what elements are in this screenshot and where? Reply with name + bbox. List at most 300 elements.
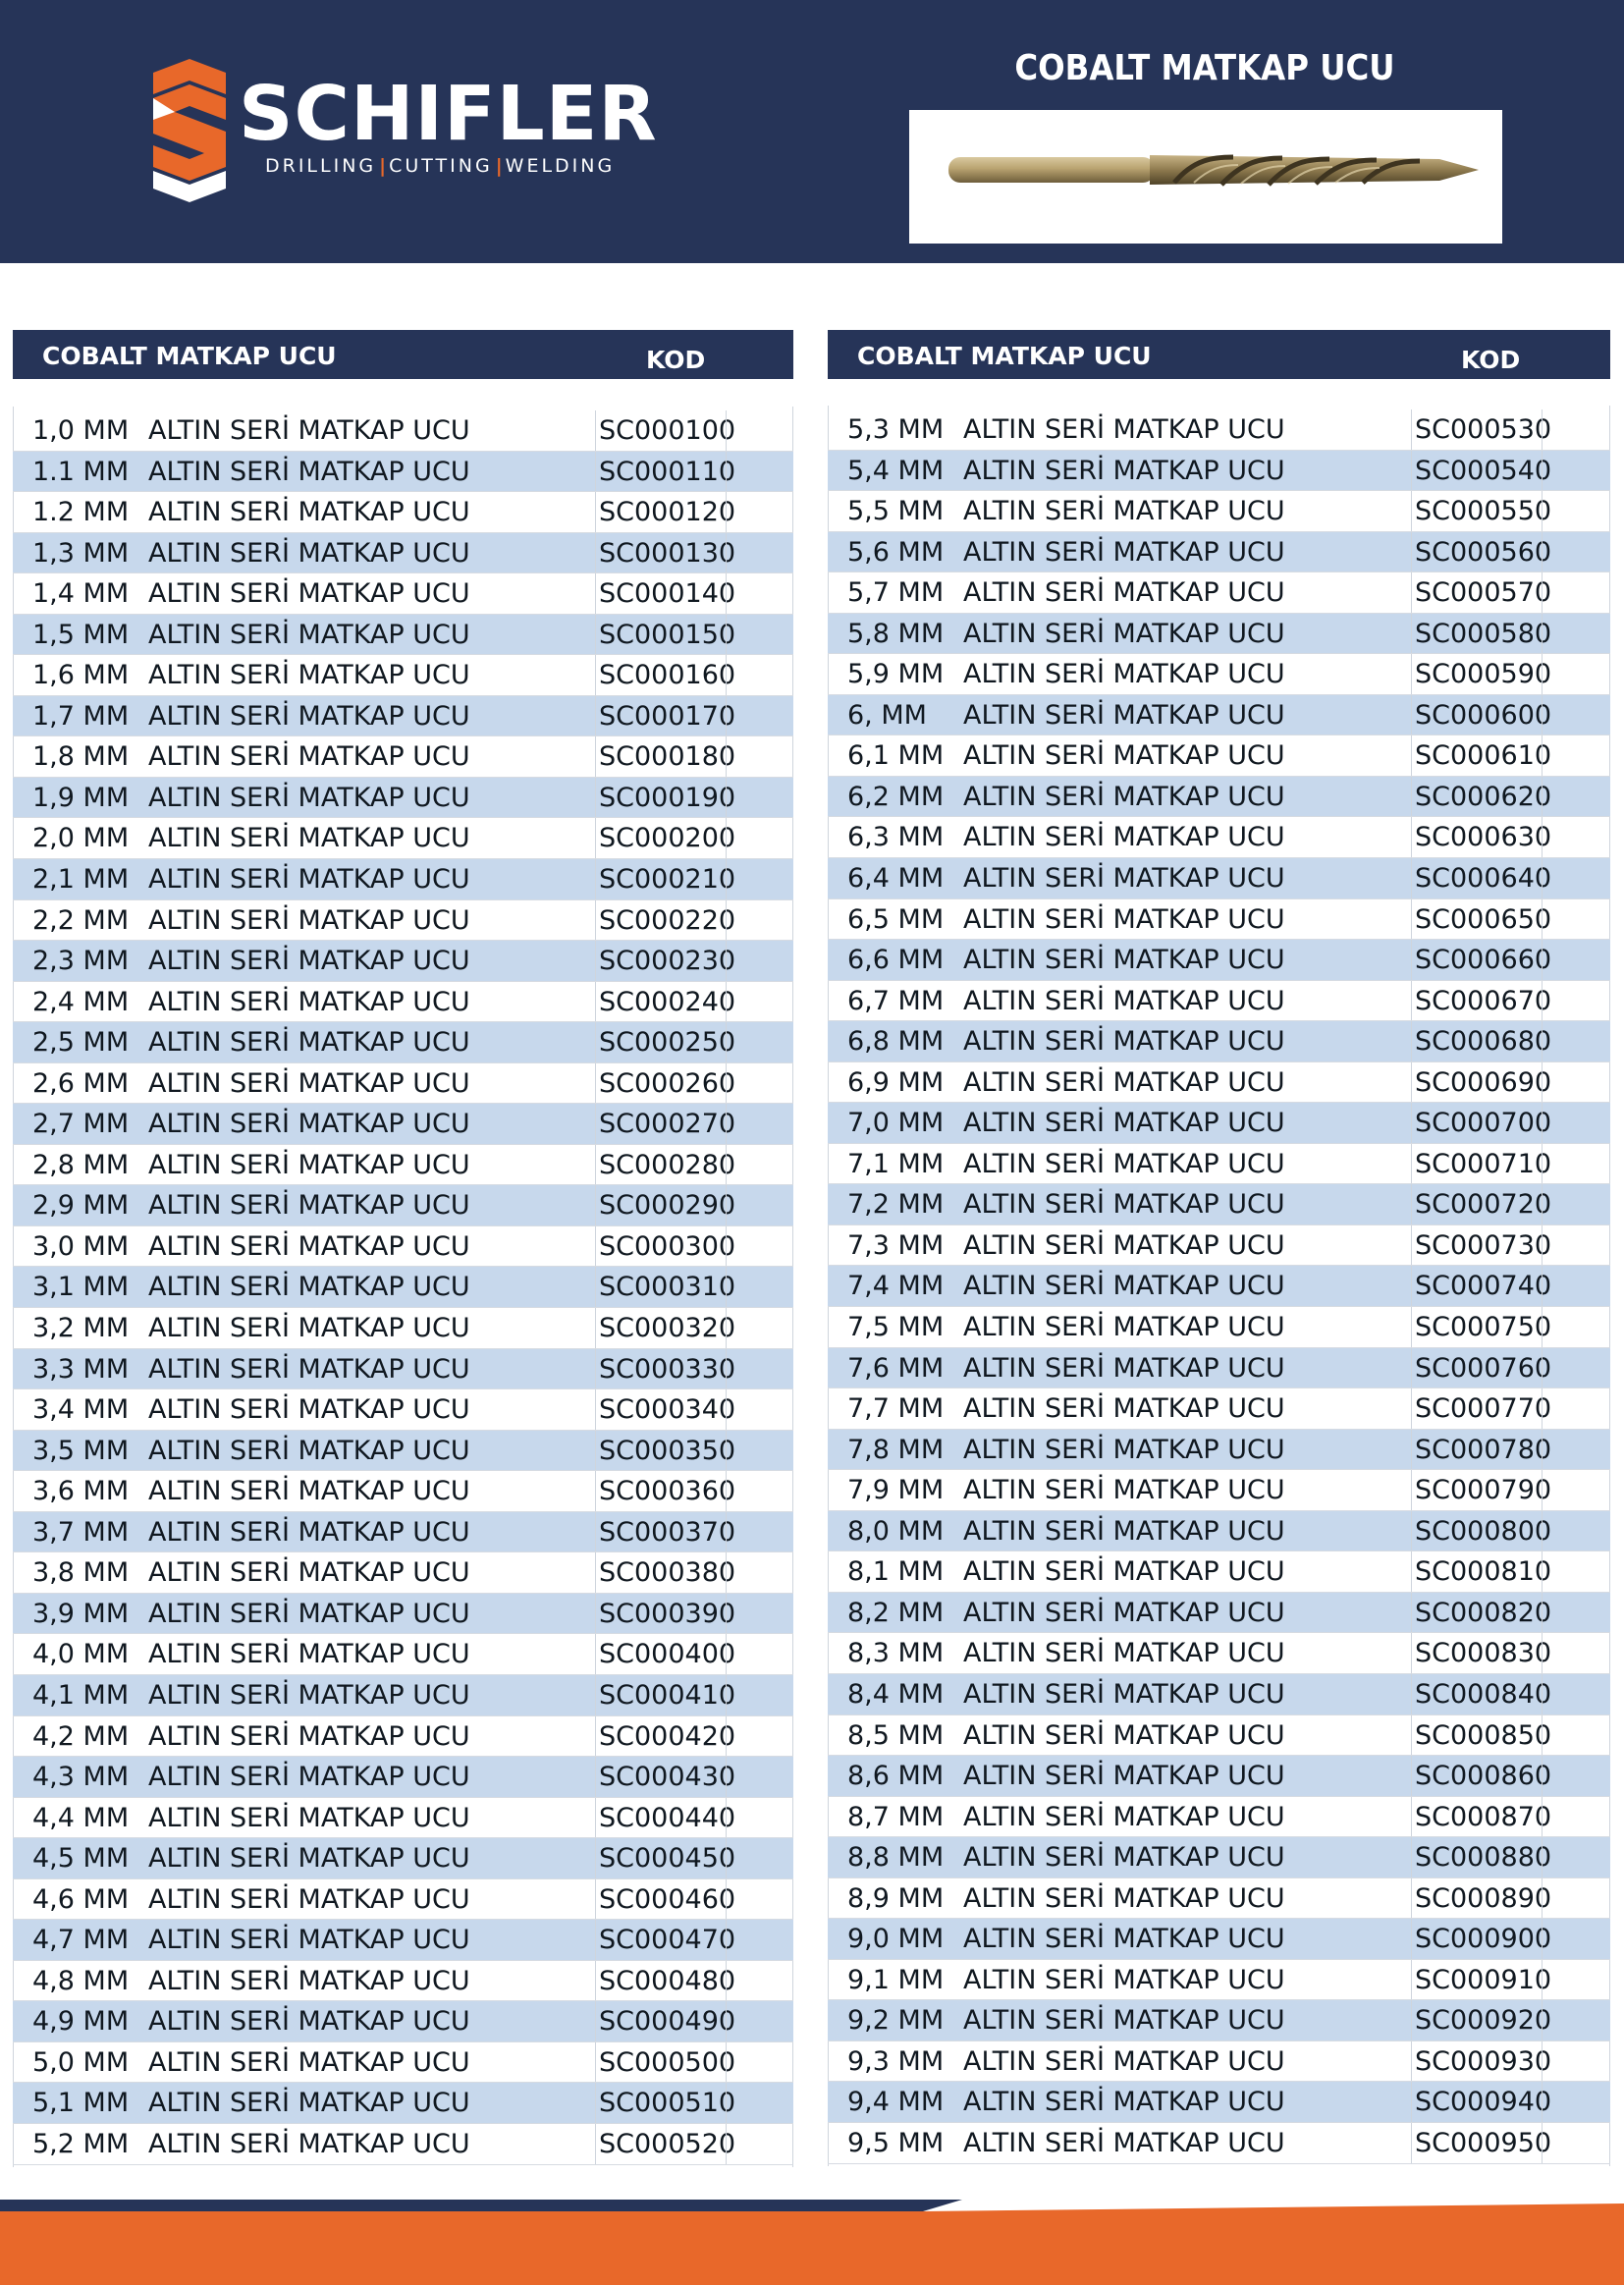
table-row bbox=[13, 1961, 793, 2002]
table-row bbox=[828, 1715, 1610, 1757]
product-code-cell: SC000750 bbox=[1415, 1312, 1552, 1343]
product-name-cell: ALTIN SERİ MATKAP UCU bbox=[148, 578, 470, 610]
column-divider bbox=[1542, 491, 1543, 531]
product-code-cell: SC000570 bbox=[1415, 577, 1552, 609]
table-row bbox=[828, 1878, 1610, 1920]
column-divider bbox=[1411, 654, 1412, 694]
column-divider bbox=[1542, 1878, 1543, 1919]
product-name-cell: ALTIN SERİ MATKAP UCU bbox=[963, 1964, 1285, 1995]
column-divider bbox=[595, 1961, 596, 2001]
product-code-cell: SC000450 bbox=[599, 1843, 736, 1875]
size-cell: 3,4 MM bbox=[32, 1394, 130, 1426]
product-name-cell: ALTIN SERİ MATKAP UCU bbox=[148, 1394, 470, 1426]
column-divider bbox=[1542, 1062, 1543, 1103]
column-divider bbox=[1411, 1266, 1412, 1306]
product-code-cell: SC000720 bbox=[1415, 1189, 1552, 1221]
table-row bbox=[828, 1225, 1610, 1267]
product-code-cell: SC000790 bbox=[1415, 1475, 1552, 1506]
size-cell: 5,6 MM bbox=[847, 536, 945, 568]
column-divider bbox=[1542, 2000, 1543, 2040]
size-cell: 7,7 MM bbox=[847, 1393, 945, 1425]
product-name-cell: ALTIN SERİ MATKAP UCU bbox=[148, 1190, 470, 1222]
column-divider bbox=[595, 1226, 596, 1267]
table-row bbox=[828, 858, 1610, 899]
column-divider bbox=[595, 900, 596, 941]
product-code-cell: SC000310 bbox=[599, 1272, 736, 1303]
table-row bbox=[828, 654, 1610, 695]
column-divider bbox=[595, 1471, 596, 1511]
size-cell: 5,0 MM bbox=[32, 2046, 130, 2078]
product-name-cell: ALTIN SERİ MATKAP UCU bbox=[148, 456, 470, 487]
product-name-cell: ALTIN SERİ MATKAP UCU bbox=[963, 1842, 1285, 1874]
product-code-cell: SC000480 bbox=[599, 1965, 736, 1996]
table-row bbox=[828, 2041, 1610, 2083]
size-cell: 7,9 MM bbox=[847, 1475, 945, 1506]
column-divider bbox=[726, 452, 727, 492]
size-cell: 5,5 MM bbox=[847, 496, 945, 527]
product-code-cell: SC000260 bbox=[599, 1067, 736, 1099]
product-code-cell: SC000400 bbox=[599, 1639, 736, 1670]
size-cell: 3,0 MM bbox=[32, 1230, 130, 1262]
column-divider bbox=[1542, 1837, 1543, 1877]
table-row bbox=[828, 735, 1610, 777]
table-row bbox=[828, 817, 1610, 858]
size-cell: 3,8 MM bbox=[32, 1557, 130, 1589]
product-name-cell: ALTIN SERİ MATKAP UCU bbox=[963, 1026, 1285, 1058]
column-divider bbox=[726, 1389, 727, 1430]
column-divider bbox=[1542, 1021, 1543, 1061]
product-code-cell: SC000220 bbox=[599, 904, 736, 936]
product-name-cell: ALTIN SERİ MATKAP UCU bbox=[963, 1475, 1285, 1506]
product-code-cell: SC000510 bbox=[599, 2088, 736, 2119]
product-name-cell: ALTIN SERİ MATKAP UCU bbox=[148, 415, 470, 446]
column-divider bbox=[726, 615, 727, 655]
column-divider bbox=[1411, 1878, 1412, 1919]
product-name-cell: ALTIN SERİ MATKAP UCU bbox=[148, 823, 470, 854]
table-row bbox=[13, 1063, 793, 1105]
size-cell: 6,3 MM bbox=[847, 822, 945, 853]
product-code-cell: SC000130 bbox=[599, 537, 736, 569]
size-cell: 9,0 MM bbox=[847, 1924, 945, 1955]
column-divider bbox=[1542, 1551, 1543, 1592]
size-cell: 8,6 MM bbox=[847, 1761, 945, 1792]
product-name-cell: ALTIN SERİ MATKAP UCU bbox=[148, 660, 470, 691]
product-name-cell: ALTIN SERİ MATKAP UCU bbox=[148, 986, 470, 1017]
table-row bbox=[13, 1226, 793, 1268]
product-name-cell: ALTIN SERİ MATKAP UCU bbox=[963, 455, 1285, 486]
size-cell: 4,3 MM bbox=[32, 1762, 130, 1793]
column-divider bbox=[595, 1798, 596, 1838]
column-divider bbox=[595, 1308, 596, 1348]
product-code-cell: SC000100 bbox=[599, 415, 736, 446]
product-code-cell: SC000420 bbox=[599, 1720, 736, 1752]
table-row bbox=[13, 1716, 793, 1758]
column-divider bbox=[726, 1634, 727, 1674]
brand-tagline bbox=[265, 157, 615, 176]
column-divider bbox=[1542, 654, 1543, 694]
size-cell: 8,8 MM bbox=[847, 1842, 945, 1874]
table-row bbox=[828, 981, 1610, 1022]
size-cell: 8,3 MM bbox=[847, 1638, 945, 1669]
product-name-cell: ALTIN SERİ MATKAP UCU bbox=[963, 1352, 1285, 1384]
table-title: COBALT MATKAP UCU bbox=[857, 342, 1152, 370]
product-title: COBALT MATKAP UCU bbox=[1014, 48, 1395, 88]
column-divider bbox=[726, 696, 727, 736]
column-divider bbox=[726, 2083, 727, 2123]
size-cell: 1,5 MM bbox=[32, 619, 130, 650]
product-name-cell: ALTIN SERİ MATKAP UCU bbox=[148, 904, 470, 936]
product-name-cell: ALTIN SERİ MATKAP UCU bbox=[148, 1598, 470, 1629]
product-code-cell: SC000880 bbox=[1415, 1842, 1552, 1874]
column-divider bbox=[1411, 1348, 1412, 1388]
product-name-cell: ALTIN SERİ MATKAP UCU bbox=[148, 1272, 470, 1303]
column-divider bbox=[1542, 1756, 1543, 1796]
product-name-cell: ALTIN SERİ MATKAP UCU bbox=[148, 1639, 470, 1670]
code-column-header: KOD bbox=[646, 346, 706, 374]
product-code-cell: SC000560 bbox=[1415, 536, 1552, 568]
product-name-cell: ALTIN SERİ MATKAP UCU bbox=[963, 1556, 1285, 1588]
column-divider bbox=[1411, 1144, 1412, 1184]
table-row bbox=[13, 696, 793, 737]
size-cell: 5,2 MM bbox=[32, 2128, 130, 2159]
size-cell: 7,8 MM bbox=[847, 1434, 945, 1465]
table-row bbox=[13, 982, 793, 1023]
product-code-cell: SC000270 bbox=[599, 1109, 736, 1140]
product-code-cell: SC000600 bbox=[1415, 699, 1552, 731]
column-divider bbox=[1411, 1797, 1412, 1837]
column-divider bbox=[1542, 899, 1543, 940]
product-name-cell: ALTIN SERİ MATKAP UCU bbox=[963, 1066, 1285, 1098]
product-name-cell: ALTIN SERİ MATKAP UCU bbox=[963, 536, 1285, 568]
product-code-cell: SC000660 bbox=[1415, 945, 1552, 976]
column-divider bbox=[726, 1716, 727, 1757]
column-divider bbox=[1411, 1307, 1412, 1347]
product-code-cell: SC000250 bbox=[599, 1027, 736, 1059]
column-divider bbox=[595, 736, 596, 777]
column-divider bbox=[1411, 1674, 1412, 1714]
size-cell: 4,7 MM bbox=[32, 1925, 130, 1956]
size-cell: 4,5 MM bbox=[32, 1843, 130, 1875]
product-code-cell: SC000770 bbox=[1415, 1393, 1552, 1425]
column-divider bbox=[1411, 735, 1412, 776]
table-row bbox=[828, 1837, 1610, 1878]
product-code-cell: SC000470 bbox=[599, 1925, 736, 1956]
table-row bbox=[828, 1551, 1610, 1593]
table-row bbox=[828, 451, 1610, 492]
header-banner bbox=[0, 0, 1624, 263]
product-name-cell: ALTIN SERİ MATKAP UCU bbox=[148, 700, 470, 732]
size-cell: 3,3 MM bbox=[32, 1353, 130, 1385]
column-divider bbox=[595, 1838, 596, 1878]
table-row bbox=[828, 572, 1610, 614]
size-cell: 2,0 MM bbox=[32, 823, 130, 854]
table-row bbox=[13, 1552, 793, 1594]
column-divider bbox=[595, 818, 596, 858]
table-row bbox=[13, 492, 793, 533]
column-divider bbox=[1411, 1184, 1412, 1224]
column-divider bbox=[595, 533, 596, 573]
product-code-cell: SC000330 bbox=[599, 1353, 736, 1385]
table-row bbox=[828, 1430, 1610, 1471]
drill-bit-icon bbox=[909, 110, 1502, 244]
column-divider bbox=[1542, 1103, 1543, 1143]
column-divider bbox=[595, 2124, 596, 2164]
column-divider bbox=[595, 2083, 596, 2123]
tagline-separator: | bbox=[495, 155, 503, 177]
product-name-cell: ALTIN SERİ MATKAP UCU bbox=[963, 659, 1285, 690]
column-divider bbox=[595, 1920, 596, 1960]
size-cell: 6,4 MM bbox=[847, 863, 945, 895]
product-code-cell: SC000190 bbox=[599, 782, 736, 813]
size-cell: 1,6 MM bbox=[32, 660, 130, 691]
product-code-cell: SC000170 bbox=[599, 700, 736, 732]
product-code-cell: SC000730 bbox=[1415, 1229, 1552, 1261]
column-divider bbox=[595, 1349, 596, 1389]
table-row bbox=[828, 1307, 1610, 1348]
size-cell: 1.2 MM bbox=[32, 497, 130, 528]
column-divider bbox=[1411, 2123, 1412, 2163]
product-name-cell: ALTIN SERİ MATKAP UCU bbox=[963, 2087, 1285, 2118]
table-row bbox=[13, 1798, 793, 1839]
size-cell: 5,4 MM bbox=[847, 455, 945, 486]
size-cell: 1,7 MM bbox=[32, 700, 130, 732]
table-row bbox=[13, 859, 793, 900]
size-cell: 2,7 MM bbox=[32, 1109, 130, 1140]
size-cell: 7,4 MM bbox=[847, 1271, 945, 1302]
size-cell: 3,6 MM bbox=[32, 1476, 130, 1507]
column-divider bbox=[595, 2001, 596, 2041]
product-code-cell: SC000860 bbox=[1415, 1761, 1552, 1792]
size-cell: 2,1 MM bbox=[32, 864, 130, 896]
product-code-cell: SC000910 bbox=[1415, 1964, 1552, 1995]
product-code-cell: SC000180 bbox=[599, 741, 736, 773]
product-name-cell: ALTIN SERİ MATKAP UCU bbox=[148, 1720, 470, 1752]
size-cell: 4,8 MM bbox=[32, 1965, 130, 1996]
table-body bbox=[828, 409, 1610, 2164]
column-divider bbox=[1542, 2041, 1543, 2082]
product-code-cell: SC000230 bbox=[599, 946, 736, 977]
product-code-cell: SC000320 bbox=[599, 1313, 736, 1344]
table-row bbox=[13, 1185, 793, 1226]
product-name-cell: ALTIN SERİ MATKAP UCU bbox=[963, 618, 1285, 649]
column-divider bbox=[726, 1594, 727, 1634]
column-divider bbox=[1411, 409, 1412, 450]
column-divider bbox=[1411, 940, 1412, 980]
column-divider bbox=[595, 1879, 596, 1920]
tagline-separator: | bbox=[379, 155, 387, 177]
product-code-cell: SC000640 bbox=[1415, 863, 1552, 895]
column-divider bbox=[595, 1552, 596, 1593]
size-cell: 7,1 MM bbox=[847, 1148, 945, 1179]
table-row bbox=[13, 1634, 793, 1675]
column-divider bbox=[595, 1431, 596, 1471]
column-divider bbox=[595, 655, 596, 695]
column-divider bbox=[1411, 2000, 1412, 2040]
product-code-cell: SC000870 bbox=[1415, 1801, 1552, 1832]
size-cell: 7,3 MM bbox=[847, 1229, 945, 1261]
size-cell: 2,5 MM bbox=[32, 1027, 130, 1059]
column-divider bbox=[595, 2042, 596, 2083]
size-cell: 8,5 MM bbox=[847, 1719, 945, 1751]
product-code-cell: SC000820 bbox=[1415, 1597, 1552, 1628]
table-row bbox=[828, 1062, 1610, 1104]
product-code-cell: SC000150 bbox=[599, 619, 736, 650]
product-name-cell: ALTIN SERİ MATKAP UCU bbox=[148, 2088, 470, 2119]
table-row bbox=[828, 2000, 1610, 2041]
size-cell: 7,0 MM bbox=[847, 1108, 945, 1139]
product-name-cell: ALTIN SERİ MATKAP UCU bbox=[963, 1434, 1285, 1465]
column-divider bbox=[595, 982, 596, 1022]
product-name-cell: ALTIN SERİ MATKAP UCU bbox=[963, 1108, 1285, 1139]
column-divider bbox=[1542, 1797, 1543, 1837]
column-divider bbox=[595, 1716, 596, 1757]
product-name-cell: ALTIN SERİ MATKAP UCU bbox=[963, 1189, 1285, 1221]
size-cell: 3,2 MM bbox=[32, 1313, 130, 1344]
column-divider bbox=[1411, 1103, 1412, 1143]
column-divider bbox=[595, 1063, 596, 1104]
table-row bbox=[828, 614, 1610, 655]
size-cell: 2,3 MM bbox=[32, 946, 130, 977]
column-divider bbox=[595, 1185, 596, 1225]
size-cell: 4,2 MM bbox=[32, 1720, 130, 1752]
column-divider bbox=[595, 696, 596, 736]
column-divider bbox=[726, 1349, 727, 1389]
size-cell: 1.1 MM bbox=[32, 456, 130, 487]
table-row bbox=[13, 615, 793, 656]
column-divider bbox=[726, 1798, 727, 1838]
product-code-cell: SC000520 bbox=[599, 2128, 736, 2159]
table-row bbox=[828, 1633, 1610, 1674]
column-divider bbox=[726, 1267, 727, 1307]
product-name-cell: ALTIN SERİ MATKAP UCU bbox=[963, 1924, 1285, 1955]
column-divider bbox=[595, 1267, 596, 1307]
product-code-cell: SC000900 bbox=[1415, 1924, 1552, 1955]
product-code-cell: SC000410 bbox=[599, 1679, 736, 1711]
product-name-cell: ALTIN SERİ MATKAP UCU bbox=[963, 1801, 1285, 1832]
product-code-cell: SC000300 bbox=[599, 1230, 736, 1262]
column-divider bbox=[1411, 1062, 1412, 1103]
product-name-cell: ALTIN SERİ MATKAP UCU bbox=[148, 1476, 470, 1507]
size-cell: 6,1 MM bbox=[847, 740, 945, 772]
column-divider bbox=[1542, 1307, 1543, 1347]
product-code-cell: SC000530 bbox=[1415, 414, 1552, 445]
table-row bbox=[828, 1674, 1610, 1715]
column-divider bbox=[726, 1920, 727, 1960]
table-row bbox=[828, 1511, 1610, 1552]
column-divider bbox=[1411, 2082, 1412, 2122]
product-name-cell: ALTIN SERİ MATKAP UCU bbox=[148, 1149, 470, 1180]
product-code-cell: SC000930 bbox=[1415, 2045, 1552, 2077]
product-code-cell: SC000290 bbox=[599, 1190, 736, 1222]
column-divider bbox=[1542, 409, 1543, 450]
column-divider bbox=[1542, 1919, 1543, 1959]
table-body bbox=[13, 410, 793, 2165]
product-code-cell: SC000370 bbox=[599, 1516, 736, 1548]
table-row bbox=[13, 778, 793, 819]
column-divider bbox=[1542, 858, 1543, 898]
column-divider bbox=[726, 2124, 727, 2164]
column-divider bbox=[726, 492, 727, 532]
product-name-cell: ALTIN SERİ MATKAP UCU bbox=[963, 414, 1285, 445]
table-row bbox=[828, 899, 1610, 941]
column-divider bbox=[595, 1757, 596, 1797]
column-divider bbox=[1542, 1388, 1543, 1429]
product-name-cell: ALTIN SERİ MATKAP UCU bbox=[148, 1883, 470, 1915]
size-cell: 8,4 MM bbox=[847, 1678, 945, 1710]
column-divider bbox=[726, 655, 727, 695]
column-divider bbox=[1542, 614, 1543, 654]
table-row bbox=[828, 1348, 1610, 1389]
product-code-cell: SC000210 bbox=[599, 864, 736, 896]
table-row bbox=[828, 940, 1610, 981]
column-divider bbox=[1411, 899, 1412, 940]
column-divider bbox=[1542, 817, 1543, 857]
table-row bbox=[828, 1388, 1610, 1430]
table-row bbox=[13, 1757, 793, 1798]
column-divider bbox=[1411, 858, 1412, 898]
table-row bbox=[13, 410, 793, 452]
product-code-cell: SC000160 bbox=[599, 660, 736, 691]
size-cell: 9,1 MM bbox=[847, 1964, 945, 1995]
size-cell: 5,3 MM bbox=[847, 414, 945, 445]
size-cell: 8,1 MM bbox=[847, 1556, 945, 1588]
size-cell: 6,2 MM bbox=[847, 781, 945, 812]
product-name-cell: ALTIN SERİ MATKAP UCU bbox=[963, 903, 1285, 935]
column-divider bbox=[726, 1675, 727, 1715]
column-divider bbox=[1542, 1470, 1543, 1510]
product-code-cell: SC000760 bbox=[1415, 1352, 1552, 1384]
table-row bbox=[828, 1266, 1610, 1307]
product-name-cell: ALTIN SERİ MATKAP UCU bbox=[963, 1271, 1285, 1302]
column-divider bbox=[1411, 1756, 1412, 1796]
product-name-cell: ALTIN SERİ MATKAP UCU bbox=[148, 864, 470, 896]
tagline-welding: WELDING bbox=[505, 155, 616, 177]
column-divider bbox=[1411, 572, 1412, 613]
column-divider bbox=[1411, 695, 1412, 735]
product-name-cell: ALTIN SERİ MATKAP UCU bbox=[963, 945, 1285, 976]
size-cell: 8,2 MM bbox=[847, 1597, 945, 1628]
table-row bbox=[13, 655, 793, 696]
size-cell: 2,4 MM bbox=[32, 986, 130, 1017]
column-divider bbox=[726, 1552, 727, 1593]
table-row bbox=[13, 1308, 793, 1349]
product-code-cell: SC000850 bbox=[1415, 1719, 1552, 1751]
product-name-cell: ALTIN SERİ MATKAP UCU bbox=[963, 740, 1285, 772]
table-row bbox=[13, 1594, 793, 1635]
product-name-cell: ALTIN SERİ MATKAP UCU bbox=[148, 1230, 470, 1262]
table-row bbox=[13, 2083, 793, 2124]
size-cell: 5,7 MM bbox=[847, 577, 945, 609]
table-header bbox=[13, 330, 793, 379]
table-row bbox=[13, 900, 793, 942]
column-divider bbox=[726, 859, 727, 899]
table-row bbox=[13, 573, 793, 615]
column-divider bbox=[1542, 572, 1543, 613]
column-divider bbox=[726, 1185, 727, 1225]
product-code-cell: SC000590 bbox=[1415, 659, 1552, 690]
table-row bbox=[13, 452, 793, 493]
product-name-cell: ALTIN SERİ MATKAP UCU bbox=[963, 2127, 1285, 2158]
product-name-cell: ALTIN SERİ MATKAP UCU bbox=[148, 537, 470, 569]
size-cell: 7,2 MM bbox=[847, 1189, 945, 1221]
product-name-cell: ALTIN SERİ MATKAP UCU bbox=[963, 822, 1285, 853]
column-divider bbox=[726, 410, 727, 451]
left-price-table bbox=[13, 330, 793, 2159]
column-divider bbox=[595, 1634, 596, 1674]
brand-name: SCHIFLER bbox=[239, 71, 658, 158]
column-divider bbox=[726, 1308, 727, 1348]
column-divider bbox=[726, 1063, 727, 1104]
